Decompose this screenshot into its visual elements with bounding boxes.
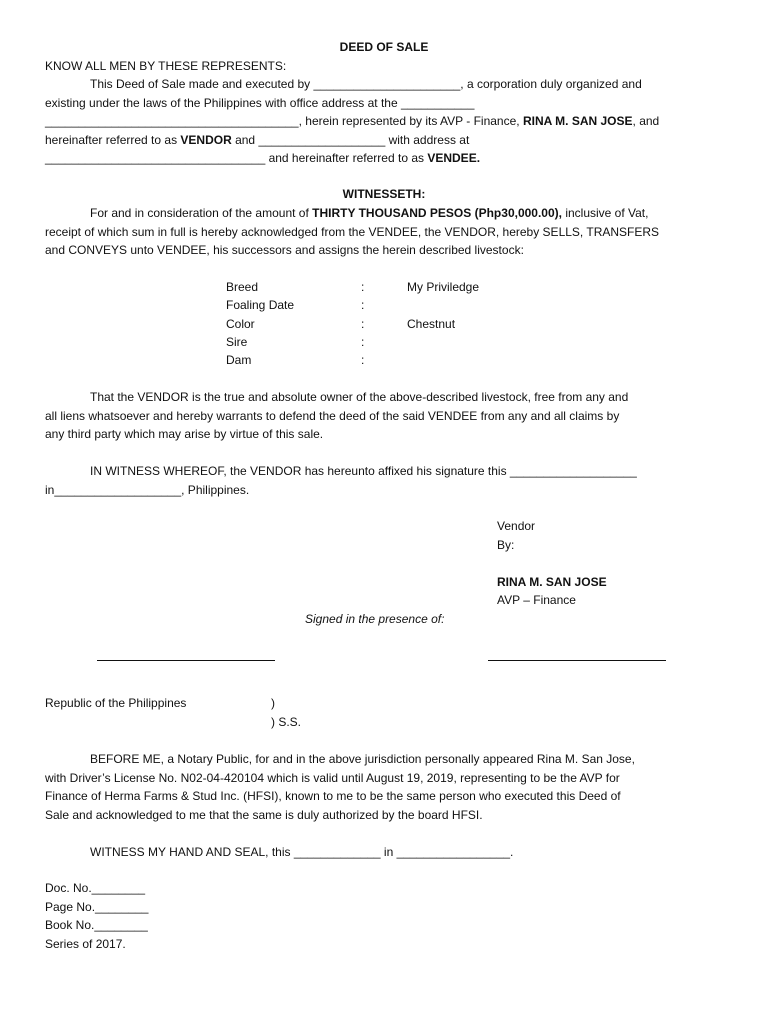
consideration-line-1 xyxy=(45,204,721,223)
livestock-label: Color xyxy=(226,317,255,331)
in-witness-line-1: IN WITNESS WHEREOF, the VENDOR has hereunto affixed his signature this ___________________ xyxy=(90,464,637,478)
intro-line-4-end: and ___________________ with address at xyxy=(231,132,470,147)
vendor-label: Vendor xyxy=(497,519,536,533)
livestock-row xyxy=(226,315,255,334)
in-witness-line-2: in___________________, Philippines. xyxy=(45,482,250,497)
intro-line-3-end: , and xyxy=(632,114,660,128)
livestock-value: My Priviledge xyxy=(407,280,480,294)
livestock-separator: : xyxy=(361,317,365,331)
livestock-value: Chestnut xyxy=(407,317,456,331)
warranty-line-2: all liens whatsoever and hereby warrants to defend the deed of the said VENDEE from any and all claims by xyxy=(45,408,620,423)
intro-line-4-text: hereinafter referred to as xyxy=(45,132,181,147)
notary-paragraph xyxy=(45,750,721,824)
witness-signature-line-right xyxy=(488,660,666,661)
livestock-label: Dam xyxy=(226,353,252,367)
signed-in-presence: Signed in the presence of: xyxy=(305,612,445,626)
in-witness-paragraph xyxy=(45,462,721,499)
representative-name: RINA M. SAN JOSE xyxy=(522,114,633,128)
livestock-row xyxy=(226,296,294,315)
warranty-paragraph xyxy=(45,388,721,444)
vendee-term: VENDEE. xyxy=(427,151,481,165)
intro-line-5 xyxy=(45,149,721,168)
consideration-line-3: and CONVEYS unto VENDEE, his successors and assigns the herein described livestock: xyxy=(45,243,524,257)
livestock-separator: : xyxy=(361,353,365,367)
livestock-separator: : xyxy=(361,280,365,294)
livestock-label: Sire xyxy=(226,335,248,349)
jurisdiction-paren: ) xyxy=(271,696,275,710)
doc-number: Doc. No.________ xyxy=(45,881,146,895)
witness-hand-seal: WITNESS MY HAND AND SEAL, this _____________ in _________________. xyxy=(90,845,514,859)
witness-signature-line-left xyxy=(97,660,275,661)
livestock-label: Breed xyxy=(226,280,259,294)
page-number: Page No.________ xyxy=(45,899,149,914)
intro-line-3-text: ______________________________________, herein represented by its AVP - Finance, xyxy=(45,114,523,128)
livestock-row xyxy=(226,351,251,370)
series-year: Series of 2017. xyxy=(45,936,126,951)
jurisdiction-republic: Republic of the Philippines xyxy=(45,696,187,710)
vendor-signature-block xyxy=(497,517,607,610)
notary-line-4: Sale and acknowledged to me that the same is duly authorized by the board HFSI. xyxy=(45,807,483,822)
book-number: Book No.________ xyxy=(45,918,148,932)
intro-line-2: existing under the laws of the Philippines with office address at the ___________ xyxy=(45,95,475,110)
by-label: By: xyxy=(497,537,515,552)
livestock-separator: : xyxy=(361,298,365,312)
notary-line-1: BEFORE ME, a Notary Public, for and in the above jurisdiction personally appeared Rina M. San Jose, xyxy=(90,752,635,766)
livestock-row xyxy=(226,333,247,352)
jurisdiction-ss: ) S.S. xyxy=(271,715,302,729)
signatory-position: AVP – Finance xyxy=(497,593,576,607)
livestock-row xyxy=(226,278,258,297)
intro-line-3 xyxy=(45,112,721,131)
vendor-term: VENDOR xyxy=(180,132,232,147)
doc-references xyxy=(45,879,148,953)
warranty-line-3: any third party which may arise by virtue of this sale. xyxy=(45,427,324,441)
witnesseth-heading: WITNESSETH: xyxy=(342,187,426,201)
intro-paragraph xyxy=(45,75,721,168)
consideration-amount: THIRTY THOUSAND PESOS (Php30,000.00), xyxy=(312,206,562,220)
consideration-line-1-end: inclusive of Vat, xyxy=(561,206,649,220)
notary-line-2: with Driver’s License No. N02-04-420104 which is valid until August 19, 2019, representing to be the AVP for xyxy=(45,770,620,785)
intro-line-1: This Deed of Sale made and executed by ______________________, a corporation duly organized and xyxy=(90,77,642,91)
document-title: DEED OF SALE xyxy=(339,40,429,54)
salutation: KNOW ALL MEN BY THESE REPRESENTS: xyxy=(45,59,287,73)
notary-line-3: Finance of Herma Farms & Stud Inc. (HFSI), known to me to be the same person who executed this Deed of xyxy=(45,789,621,803)
intro-line-4 xyxy=(45,131,721,150)
consideration-line-2: receipt of which sum in full is hereby acknowledged from the VENDEE, the VENDOR, hereby SELLS, TRANSFERS xyxy=(45,224,660,239)
consideration-line-1-text: For and in consideration of the amount of xyxy=(90,206,313,220)
warranty-line-1: That the VENDOR is the true and absolute owner of the above-described livestock, free from any and xyxy=(90,390,629,404)
livestock-separator: : xyxy=(361,335,365,349)
intro-line-5-text: _________________________________ and hereinafter referred to as xyxy=(45,151,428,165)
consideration-paragraph xyxy=(45,204,721,260)
livestock-label: Foaling Date xyxy=(226,298,295,312)
signatory-name: RINA M. SAN JOSE xyxy=(497,574,607,589)
